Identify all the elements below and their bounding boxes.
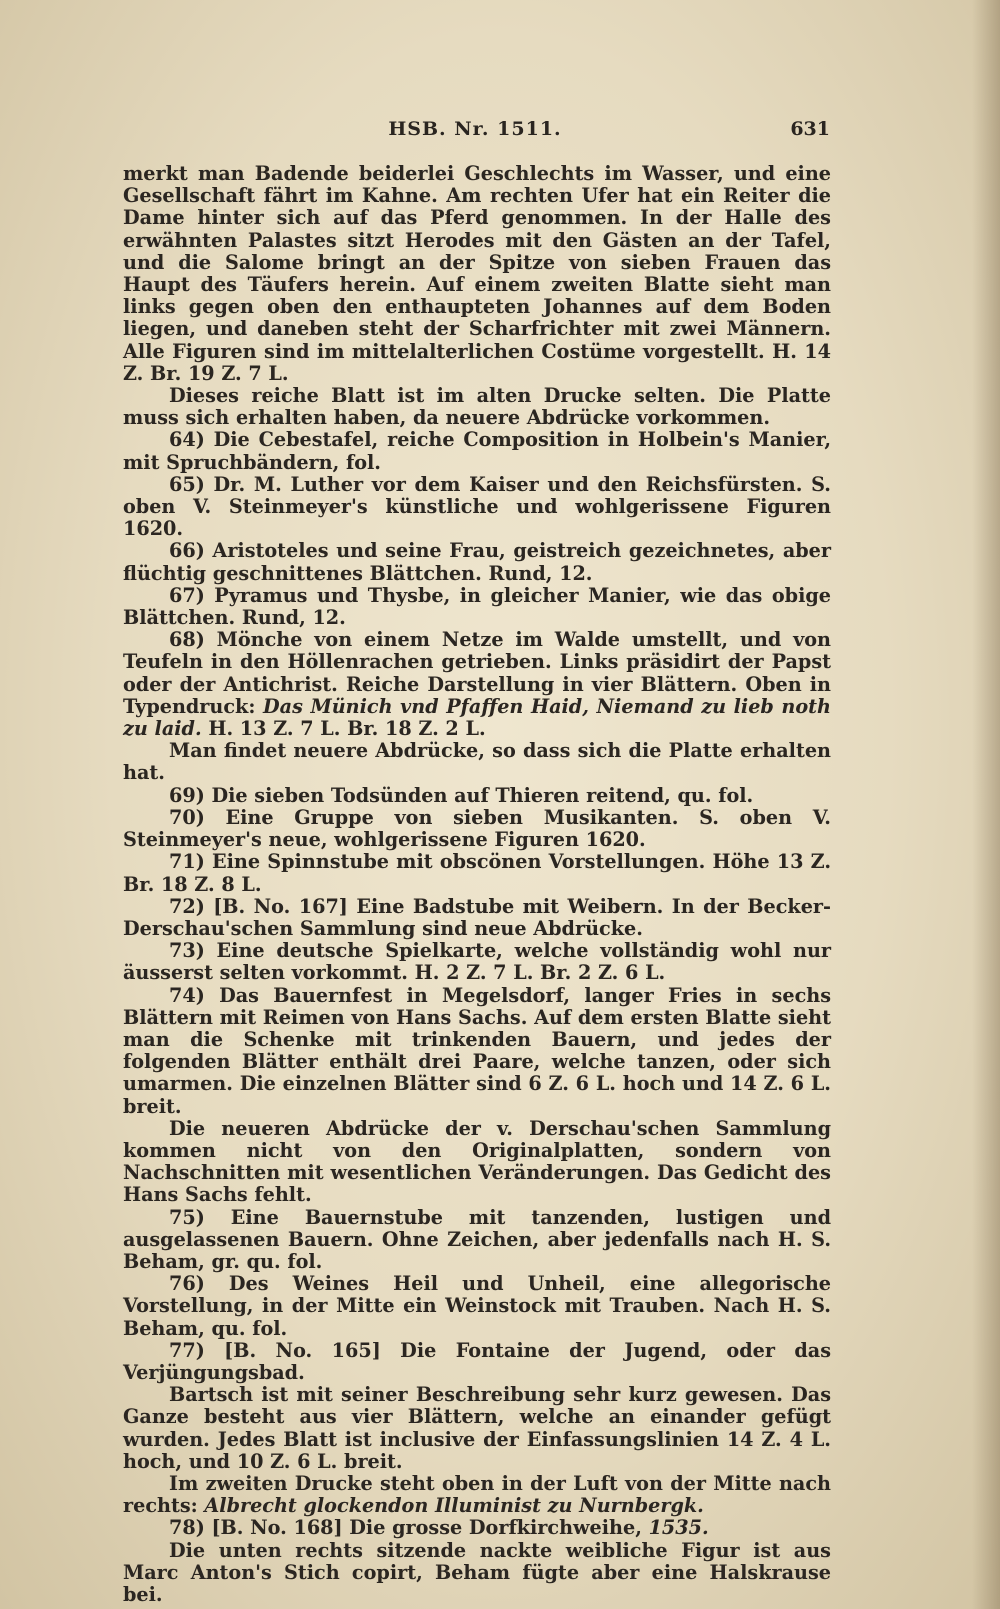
paragraph-text: Die unten rechts sitzende nackte weibliche Figur ist aus Marc Anton's Stich copirt, Beham fügte aber eine Halskrause bei. [123,1538,831,1606]
paragraph-text: 66) Aristoteles und seine Frau, geistreich gezeichnetes, aber flüchtig geschnittenes Blättchen. Rund, 12. [123,539,831,585]
paragraph-text: 64) Die Cebestafel, reiche Composition in Holbein's Manier, mit Spruchbändern, fol. [123,428,831,474]
paragraph [123,940,831,984]
paragraph [123,429,831,473]
italic-text: Das Münich vnd Pfaffen Haid, Niemand zu lieb noth zu laid. [123,694,831,741]
paragraph [123,163,831,385]
paragraph [123,385,831,429]
paragraph-text: 68) Mönche von einem Netze im Walde umstellt, und von Teufeln in den Höllenrachen getrieben. Links präsidirt der Papst oder der Antichrist. Reiche Darstellung in vier Blättern. Oben in Typendruck: [123,628,831,718]
paragraph [123,985,831,1118]
paragraph [123,1273,831,1340]
paragraph-text: 75) Eine Bauernstube mit tanzenden, lustigen und ausgelassenen Bauern. Ohne Zeichen, aber jedenfalls nach H. S. Beham, gr. qu. fol. [123,1205,831,1273]
paragraph-text: 78) [B. No. 168] Die grosse Dorfkirchweihe, [169,1516,649,1540]
paragraph [123,1540,831,1607]
paragraph-text: Die neueren Abdrücke der v. Derschau'schen Sammlung kommen nicht von den Originalplatten, sondern von Nachschnitten mit wesentlichen Veränderungen. Das Gedicht des Hans Sachs fehlt. [123,1116,831,1207]
paragraph [123,474,831,541]
paragraph [123,807,831,851]
italic-text: Albrecht glockendon Illuminist zu Nurnbergk. [204,1494,704,1518]
paragraph [123,896,831,940]
running-header [120,118,830,148]
paragraph-text: Man findet neuere Abdrücke, so dass sich die Platte erhalten hat. [123,739,831,785]
paragraph-text: 67) Pyramus und Thysbe, in gleicher Manier, wie das obige Blättchen. Rund, 12. [123,583,831,630]
body-text [123,163,831,1606]
paragraph-text: 77) [B. No. 165] Die Fontaine der Jugend, oder das Verjüngungsbad. [123,1338,831,1384]
paragraph [123,851,831,895]
paragraph-text: 73) Eine deutsche Spielkarte, welche vollständig wohl nur äusserst selten vorkommt. H. 2 Z. 7 L. Br. 2 Z. 6 L. [123,939,831,985]
paragraph [123,1207,831,1274]
paragraph-text: 69) Die sieben Todsünden auf Thieren reitend, qu. fol. [169,783,754,807]
header-title: HSB. Nr. 1511. [388,118,562,140]
paragraph [123,629,831,740]
paragraph [123,1517,831,1539]
paragraph [123,585,831,629]
paragraph [123,1118,831,1207]
paragraph-text: 70) Eine Gruppe von sieben Musikanten. S. oben V. Steinmeyer's neue, wohlgerissene Figuren 1620. [123,805,831,852]
paragraph [123,1340,831,1384]
page-edge-shadow [972,0,1000,1609]
paragraph-text: Bartsch ist mit seiner Beschreibung sehr kurz gewesen. Das Ganze besteht aus vier Blättern, welche an einander gefügt wurden. Jedes Blatt ist inclusive der Einfassungslinien 14 Z. 4 L. hoch, und 10 Z. 6 L. breit. [123,1383,831,1473]
paragraph-text: 71) Eine Spinnstube mit obscönen Vorstellungen. Höhe 13 Z. Br. 18 Z. 8 L. [123,850,831,896]
paragraph [123,1384,831,1473]
page-number: 631 [790,118,830,140]
paragraph-text: Im zweiten Drucke steht oben in der Luft von der Mitte nach rechts: [123,1471,831,1518]
paragraph-text: H. 13 Z. 7 L. Br. 18 Z. 2 L. [201,717,486,741]
paragraph-text: 65) Dr. M. Luther vor dem Kaiser und den Reichsfürsten. S. oben V. Steinmeyer's künstliche und wohlgerissene Figuren 1620. [123,472,831,541]
paragraph-text: Dieses reiche Blatt ist im alten Drucke selten. Die Platte muss sich erhalten haben, da neuere Abdrücke vorkommen. [123,384,831,430]
italic-text: 1535. [648,1516,709,1540]
paragraph-text: 76) Des Weines Heil und Unheil, eine allegorische Vorstellung, in der Mitte ein Weinstock mit Trauben. Nach H. S. Beham, qu. fol. [123,1272,831,1340]
paragraph [123,740,831,784]
paragraph-text: 74) Das Bauernfest in Megelsdorf, langer Fries in sechs Blättern mit Reimen von Hans Sachs. Auf dem ersten Blatte sieht man die Schenke mit trinkenden Bauern, und jedes der folgenden Blätter enthält drei Paare, welche tanzen, oder sich umarmen. Die einzelnen Blätter sind 6 Z. 6 L. hoch und 14 Z. 6 L. breit. [123,983,831,1118]
paragraph [123,785,831,807]
paragraph [123,540,831,584]
paragraph [123,1473,831,1517]
paragraph-text: 72) [B. No. 167] Eine Badstube mit Weibern. In der Becker-Derschau'schen Sammlung sind neue Abdrücke. [123,894,831,940]
paragraph-text: merkt man Badende beiderlei Geschlechts im Wasser, und eine Gesellschaft fährt im Kahne. Am rechten Ufer hat ein Reiter die Dame hinter sich auf das Pferd genommen. In der Halle des erwähnten Palastes sitzt Herodes mit den Gästen an der Tafel, und die Salome bringt an der Spitze von sieben Frauen das Haupt des Täufers herein. Auf einem zweiten Blatte sieht man links gegen oben den enthaupteten Johannes auf dem Boden liegen, und daneben steht der Scharfrichter mit zwei Männern. Alle Figuren sind im mittelalterlichen Costüme vorgestellt. H. 14 Z. Br. 19 Z. 7 L. [123,162,831,385]
